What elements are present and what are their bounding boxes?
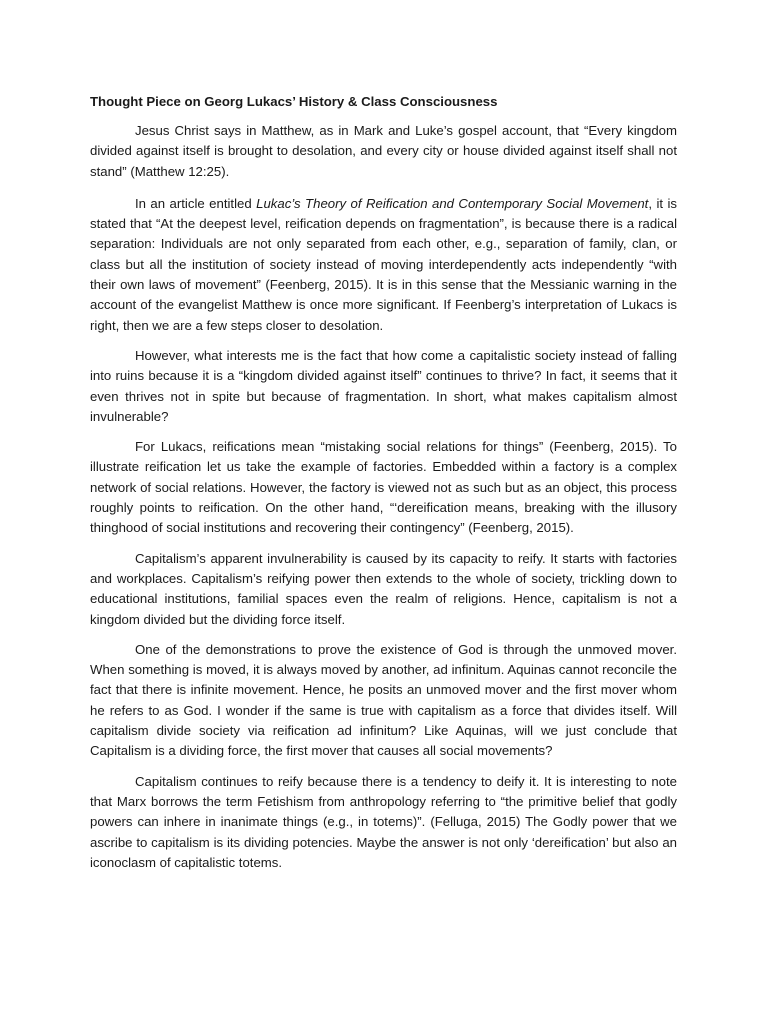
article-title-italic: Lukac’s Theory of Reification and Contemporary Social Movement xyxy=(256,195,649,211)
paragraph-fetishism: Capitalism continues to reify because there is a tendency to deify it. It is interesting to note that Marx borrows the term Fetishism from anthropology referring to “the primitive belief that godly powers can inhere in inanimate things (e.g., in totems)”. (Felluga, 2015) The Godly power that we ascribe to capitalism is its dividing potencies. Maybe the answer is not only ‘dereification’ but also an iconoclasm of capitalistic totems. xyxy=(90,773,677,870)
paragraph-unmoved-mover: One of the demonstrations to prove the existence of God is through the unmoved mover. When something is moved, it is always moved by another, ad infinitum. Aquinas cannot reconcile the fact that there is infinite movement. Hence, he posits an unmoved mover and the first mover whom he refers to as God. I wonder if the same is true with capitalism as a force that divides itself. Will capitalism divide society via reification ad infinitum? Like Aquinas, will we just conclude that Capitalism is a dividing force, the first mover that causes all social movements? xyxy=(90,641,677,759)
paragraph-invulnerability: Capitalism’s apparent invulnerability is caused by its capacity to reify. It starts with factories and workplaces. Capitalism’s reifying power then extends to the whole of society, trickling down to educational institutions, familial spaces even the realm of religions. Hence, capitalism is not a kingdom divided but the dividing force itself. xyxy=(90,550,677,627)
document-body xyxy=(90,92,677,883)
paragraph-reification-definition: For Lukacs, reifications mean “mistaking social relations for things” (Feenberg, 2015). To illustrate reification let us take the example of factories. Embedded within a factory is a complex network of social relations. However, the factory is viewed not as such but as an object, this process roughly points to reification. On the other hand, “‘dereification means, breaking with the illusory thinghood of social institutions and recovering their contingency” (Feenberg, 2015). xyxy=(90,439,677,536)
document-title: Thought Piece on Georg Lukacs’ History & Class Consciousness xyxy=(90,94,498,109)
paragraph-text: In an article entitled xyxy=(135,195,257,211)
paragraph-feenberg-article xyxy=(90,194,677,336)
paragraph-text: , it is stated that “At the deepest level, reification depends on fragmentation”, is because there is a radical separation: Individuals are not only separated from each other, e.g., separation of family, clan, or class but all the institution of society instead of moving interdependently acts independently “with their own laws of movement” (Feenberg, 2015). It is in this sense that the Messianic warning in the account of the evangelist Matthew is once more significant. If Feenberg’s interpretation of Lukacs is right, then we are a few steps closer to desolation. xyxy=(90,195,678,333)
paragraph-capitalism-thrives: However, what interests me is the fact that how come a capitalistic society instead of falling into ruins because it is a “kingdom divided against itself” continues to thrive? In fact, it seems that it even thrives not in spite but because of fragmentation. In short, what makes capitalism almost invulnerable? xyxy=(90,347,677,424)
paragraph-matthew-quote: Jesus Christ says in Matthew, as in Mark and Luke’s gospel account, that “Every kingdom divided against itself is brought to desolation, and every city or house divided against itself shall not stand” (Matthew 12:25). xyxy=(90,123,677,179)
